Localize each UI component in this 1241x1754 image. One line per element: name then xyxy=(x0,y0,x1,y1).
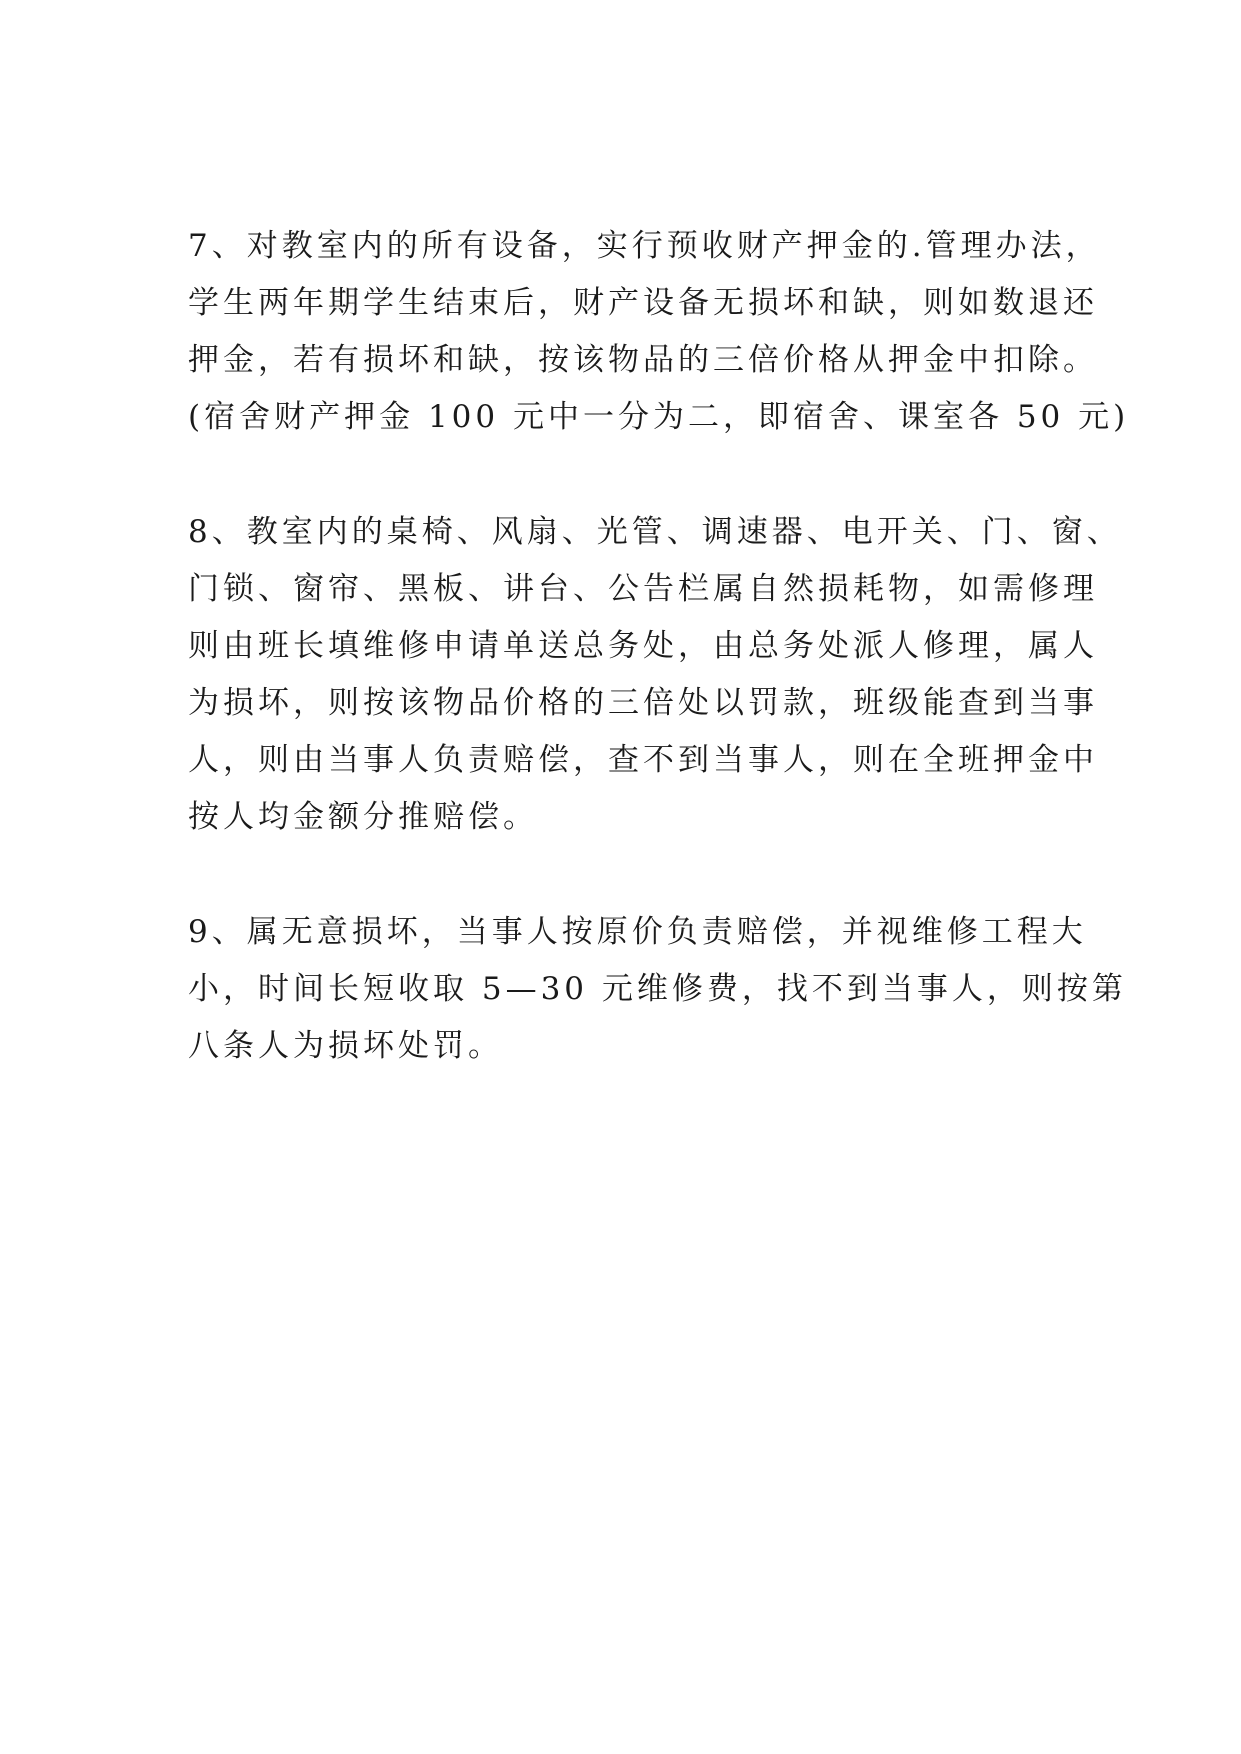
paragraph-line: 押金，若有损坏和缺，按该物品的三倍价格从押金中扣除。 xyxy=(188,342,1098,378)
document-body xyxy=(188,218,1130,1133)
paragraph-line: 则由班长填维修申请单送总务处，由总务处派人修理，属人 xyxy=(188,628,1098,664)
paragraph-line: 9、属无意损坏，当事人按原价负责赔偿，并视维修工程大 xyxy=(188,914,1087,950)
paragraph-line: 7、对教室内的所有设备，实行预收财产押金的.管理办法， xyxy=(188,228,1101,264)
paragraph-item-7 xyxy=(188,218,1130,446)
paragraph-line: 8、教室内的桌椅、风扇、光管、调速器、电开关、门、窗、 xyxy=(188,514,1122,550)
paragraph-line: 按人均金额分推赔偿。 xyxy=(188,799,538,835)
paragraph-line: 八条人为损坏处罚。 xyxy=(188,1028,503,1064)
paragraph-line: 人，则由当事人负责赔偿，查不到当事人，则在全班押金中 xyxy=(188,742,1098,778)
paragraph-item-8 xyxy=(188,504,1122,846)
paragraph-line: 门锁、窗帘、黑板、讲台、公告栏属自然损耗物，如需修理 xyxy=(188,571,1098,607)
paragraph-line: 学生两年期学生结束后，财产设备无损坏和缺，则如数退还 xyxy=(188,285,1098,321)
paragraph-line: (宿舍财产押金 100 元中一分为二，即宿舍、课室各 50 元) xyxy=(188,399,1130,435)
paragraph-item-9 xyxy=(188,904,1127,1075)
paragraph-line: 小，时间长短收取 5—30 元维修费，找不到当事人，则按第 xyxy=(188,971,1127,1007)
paragraph-line: 为损坏，则按该物品价格的三倍处以罚款，班级能查到当事 xyxy=(188,685,1098,721)
